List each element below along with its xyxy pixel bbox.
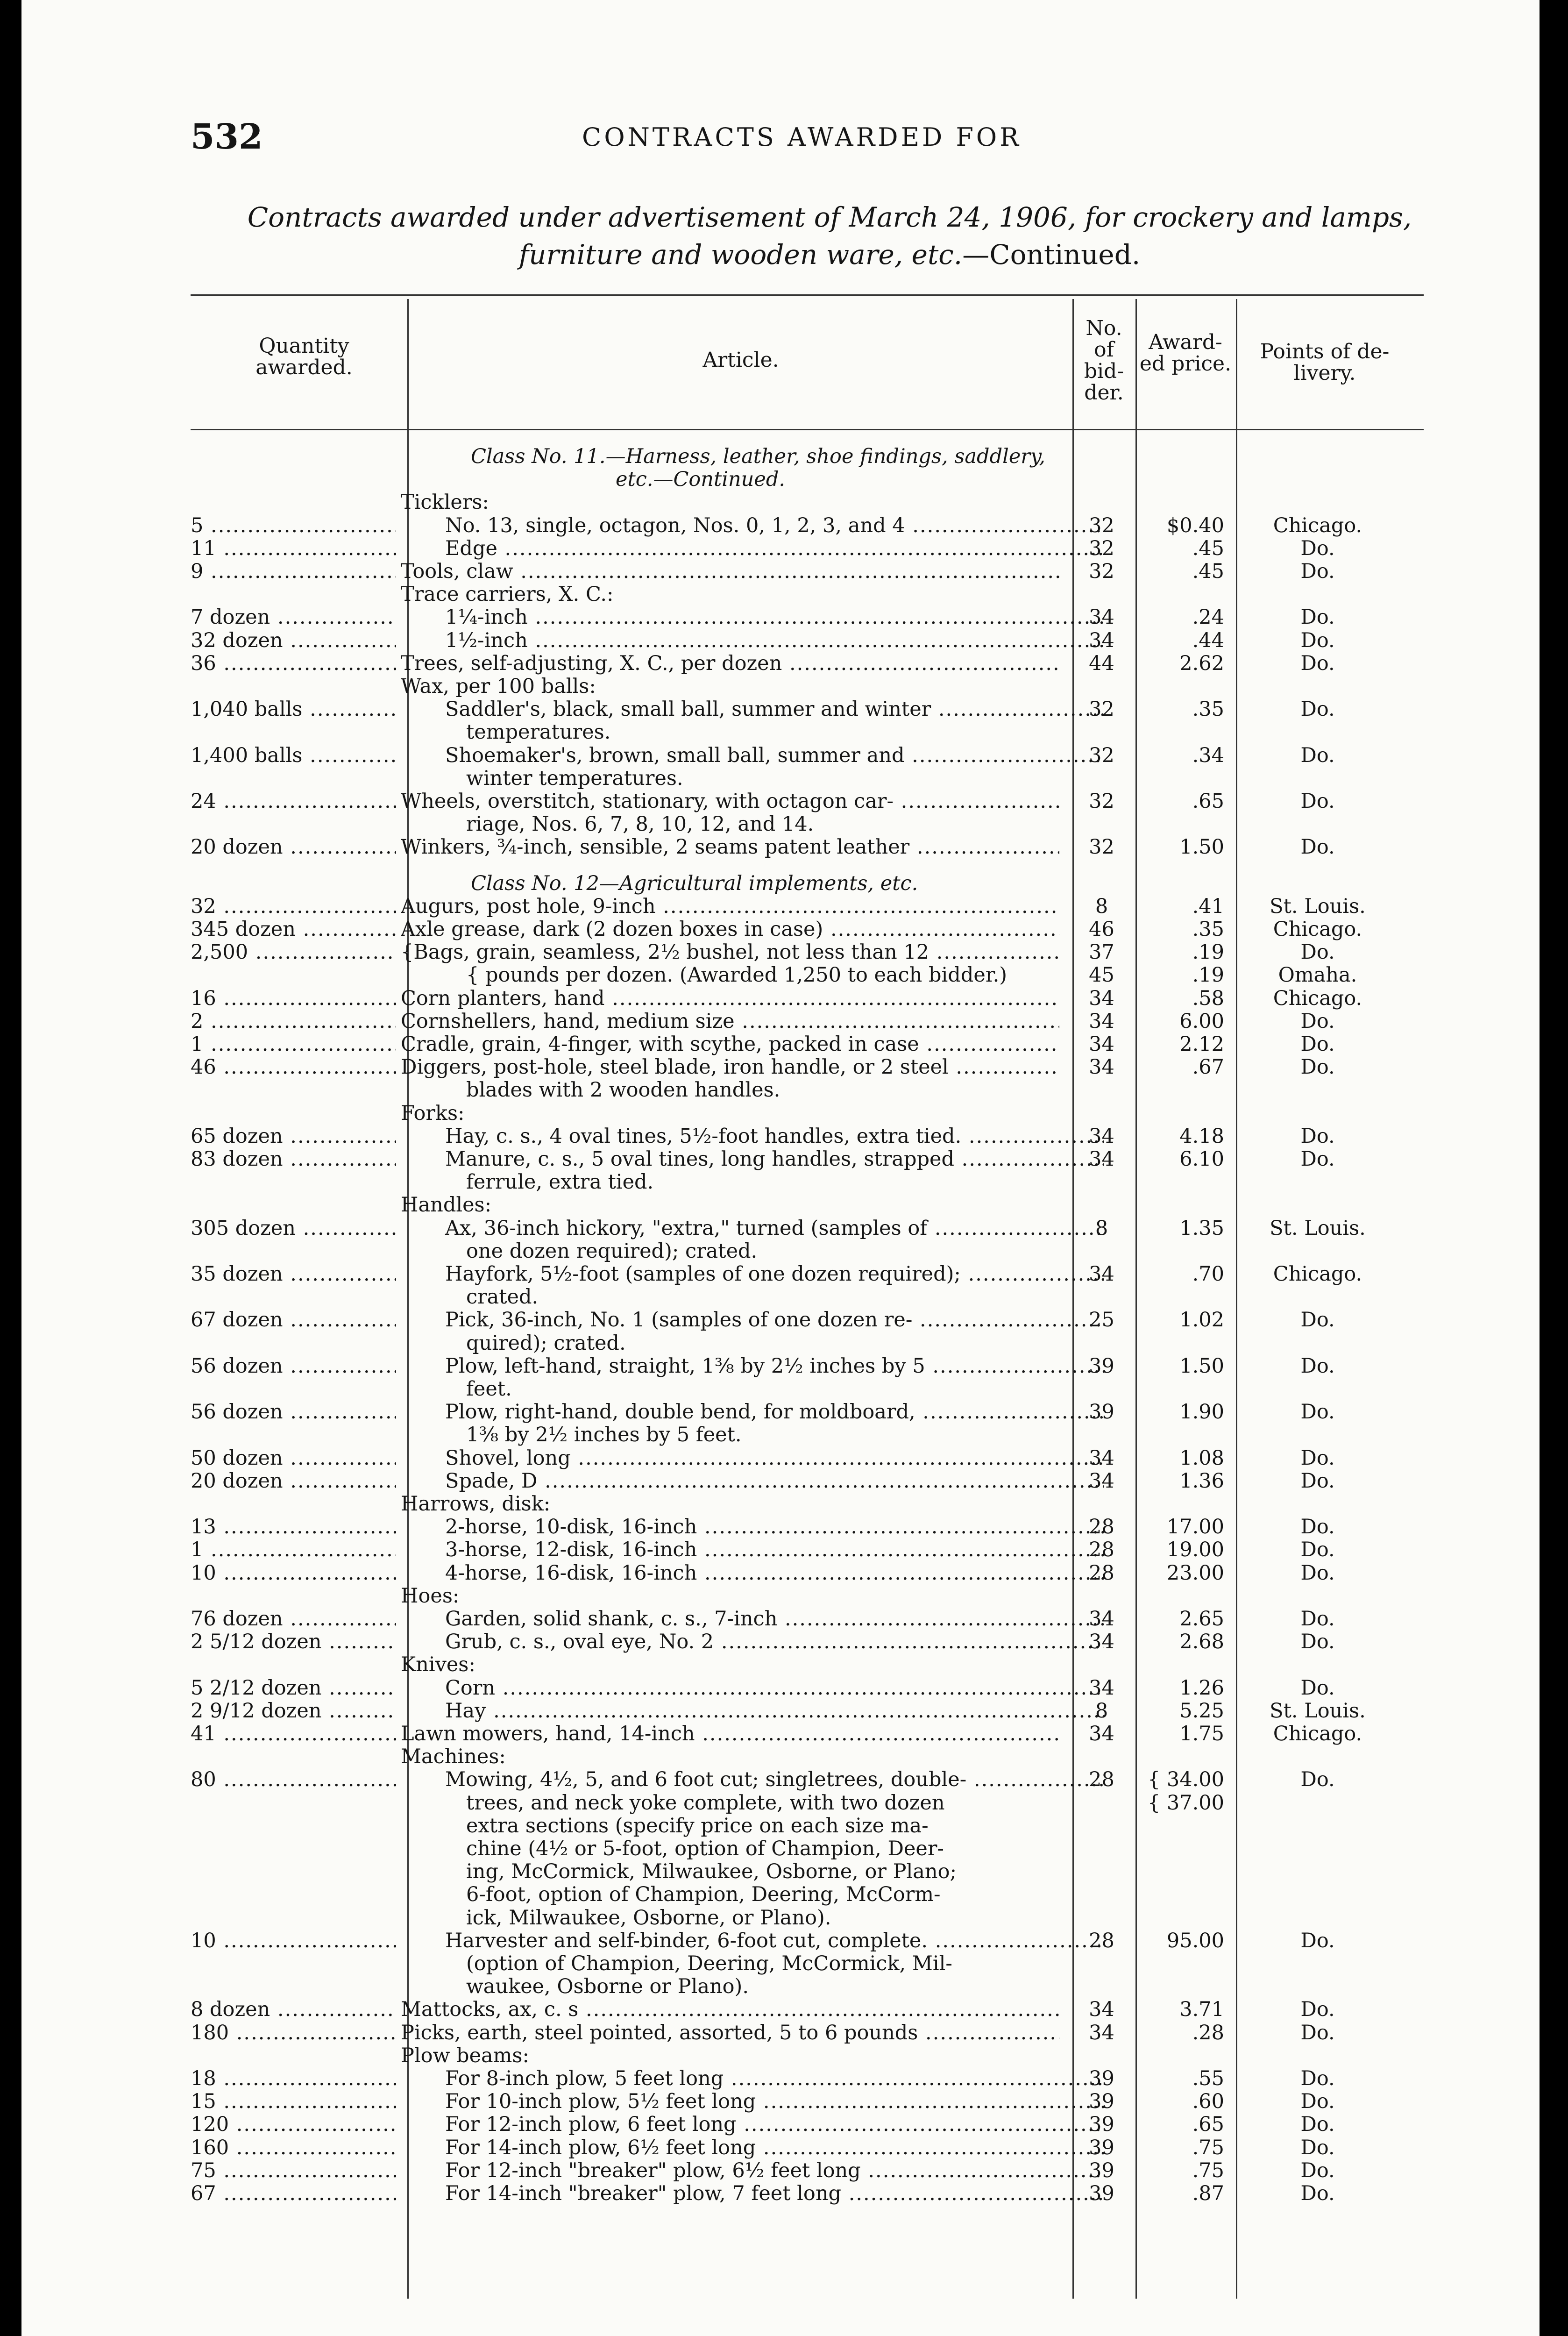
price-cell: .70 xyxy=(1192,1262,1224,1286)
caption-suffix: —Continued. xyxy=(962,239,1141,271)
quantity-cell: 18 ..... xyxy=(191,2067,396,2090)
delivery-point-cell: Do. xyxy=(1300,2090,1335,2113)
bidder-cell: 28 xyxy=(1089,1561,1114,1585)
quantity-cell: 10 ..... xyxy=(191,1929,396,1952)
price-cell: 1.90 xyxy=(1179,1400,1224,1424)
article-cell: Shovel, long ..... xyxy=(401,1446,1104,1470)
article-cell: Ax, 36-inch hickory, "extra," turned (samples of ..... xyxy=(401,1217,1104,1240)
price-cell: .24 xyxy=(1192,605,1224,629)
delivery-point-cell: Chicago. xyxy=(1273,1722,1362,1745)
article-cell: Edge ..... xyxy=(401,537,1104,560)
price-cell: 1.36 xyxy=(1179,1469,1224,1493)
price-cell: .67 xyxy=(1192,1055,1224,1079)
article-cell: crated. xyxy=(466,1285,539,1309)
bidder-cell: 34 xyxy=(1089,1676,1114,1700)
delivery-point-cell: Do. xyxy=(1300,835,1335,859)
article-cell: Mattocks, ax, c. s ..... xyxy=(401,1998,1059,2021)
bidder-cell: 32 xyxy=(1089,835,1114,859)
bidder-cell: 28 xyxy=(1089,1515,1114,1538)
quantity-cell: 1,040 balls ..... xyxy=(191,698,396,721)
delivery-point-cell: Do. xyxy=(1300,2021,1335,2044)
quantity-cell: 24 ..... xyxy=(191,790,396,813)
article-cell: For 14-inch plow, 6½ feet long ..... xyxy=(401,2136,1104,2159)
delivery-point-cell: Do. xyxy=(1300,1147,1335,1171)
article-cell: ick, Milwaukee, Osborne, or Plano). xyxy=(466,1906,831,1930)
quantity-cell: 2 9/12 dozen ..... xyxy=(191,1699,396,1723)
article-cell: Forks: xyxy=(401,1102,465,1125)
price-cell: { 34.00 xyxy=(1147,1768,1224,1791)
delivery-point-cell: Chicago. xyxy=(1273,514,1362,537)
article-cell: temperatures. xyxy=(466,720,611,744)
price-cell: 2.68 xyxy=(1179,1630,1224,1653)
page-number: 532 xyxy=(191,117,263,157)
price-cell: $0.40 xyxy=(1166,514,1224,537)
delivery-point-cell: Omaha. xyxy=(1278,963,1357,987)
price-cell: 5.25 xyxy=(1179,1699,1224,1723)
article-cell: waukee, Osborne or Plano). xyxy=(466,1975,749,1998)
header-quantity: Quantity awarded. xyxy=(255,334,353,379)
bidder-cell: 8 xyxy=(1095,1217,1108,1240)
bidder-cell: 32 xyxy=(1089,698,1114,721)
quantity-cell: 305 dozen ..... xyxy=(191,1217,396,1240)
price-cell: 95.00 xyxy=(1166,1929,1224,1952)
quantity-cell: 2 5/12 dozen ..... xyxy=(191,1630,396,1653)
quantity-cell: 15 ..... xyxy=(191,2090,396,2113)
bidder-cell: 39 xyxy=(1089,2136,1114,2159)
article-cell: 3-horse, 12-disk, 16-inch ..... xyxy=(401,1538,1104,1561)
bidder-cell: 8 xyxy=(1095,1699,1108,1723)
price-cell: .19 xyxy=(1192,940,1224,964)
price-cell: 1.08 xyxy=(1179,1446,1224,1470)
article-cell: Hoes: xyxy=(401,1584,460,1608)
delivery-point-cell: Do. xyxy=(1300,1515,1335,1538)
price-cell: 1.50 xyxy=(1179,1354,1224,1378)
price-cell: 3.71 xyxy=(1179,1998,1224,2021)
delivery-point-cell: Do. xyxy=(1300,2136,1335,2159)
price-cell: .44 xyxy=(1192,629,1224,652)
price-cell: .75 xyxy=(1192,2159,1224,2182)
price-cell: 1.26 xyxy=(1179,1676,1224,1700)
bidder-cell: 25 xyxy=(1089,1308,1114,1332)
bidder-cell: 32 xyxy=(1089,514,1114,537)
quantity-cell: 10 ..... xyxy=(191,1561,396,1585)
delivery-point-cell: Do. xyxy=(1300,560,1335,583)
article-cell: Harrows, disk: xyxy=(401,1492,551,1516)
article-cell: Corn ..... xyxy=(401,1676,1104,1700)
quantity-cell: 80 ..... xyxy=(191,1768,396,1791)
bidder-cell: 45 xyxy=(1089,963,1114,987)
quantity-cell: 56 dozen ..... xyxy=(191,1354,396,1378)
delivery-point-cell: Do. xyxy=(1300,940,1335,964)
quantity-cell: 50 dozen ..... xyxy=(191,1446,396,1470)
article-cell: Wheels, overstitch, stationary, with octagon car- ..... xyxy=(401,790,1059,813)
article-cell: Machines: xyxy=(401,1745,506,1768)
quantity-cell: 32 ..... xyxy=(191,895,396,918)
article-cell: Winkers, ¾-inch, sensible, 2 seams patent leather ..... xyxy=(401,835,1059,859)
article-cell: For 12-inch plow, 6 feet long ..... xyxy=(401,2113,1104,2136)
delivery-point-cell: Do. xyxy=(1300,1446,1335,1470)
delivery-point-cell: Do. xyxy=(1300,2182,1335,2205)
price-cell: 1.02 xyxy=(1179,1308,1224,1332)
price-cell: 1.35 xyxy=(1179,1217,1224,1240)
article-cell: chine (4½ or 5-foot, option of Champion, Deer- xyxy=(466,1837,944,1860)
article-cell: 1⅜ by 2½ inches by 5 feet. xyxy=(466,1423,742,1446)
article-cell: Trees, self-adjusting, X. C., per dozen ..... xyxy=(401,652,1059,675)
bidder-cell: 34 xyxy=(1089,1262,1114,1286)
quantity-cell: 1 ..... xyxy=(191,1538,396,1561)
article-cell: Picks, earth, steel pointed, assorted, 5 to 6 pounds ..... xyxy=(401,2021,1059,2044)
article-cell: Ticklers: xyxy=(401,491,489,514)
quantity-cell: 1,400 balls ..... xyxy=(191,744,396,767)
delivery-point-cell: Do. xyxy=(1300,1561,1335,1585)
price-cell: .75 xyxy=(1192,2136,1224,2159)
article-cell: winter temperatures. xyxy=(466,767,683,790)
bidder-cell: 8 xyxy=(1095,895,1108,918)
article-cell: 4-horse, 16-disk, 16-inch ..... xyxy=(401,1561,1104,1585)
delivery-point-cell: Do. xyxy=(1300,2159,1335,2182)
bidder-cell: 37 xyxy=(1089,940,1114,964)
bidder-cell: 34 xyxy=(1089,1722,1114,1745)
price-cell: 6.10 xyxy=(1179,1147,1224,1171)
article-cell: Handles: xyxy=(401,1193,492,1217)
quantity-cell: 5 ..... xyxy=(191,514,396,537)
delivery-point-cell: Do. xyxy=(1300,790,1335,813)
quantity-cell: 9 ..... xyxy=(191,560,396,583)
quantity-cell: 1 ..... xyxy=(191,1033,396,1056)
quantity-cell: 67 ..... xyxy=(191,2182,396,2205)
article-cell: { pounds per dozen. (Awarded 1,250 to each bidder.) xyxy=(466,963,1007,987)
article-cell: Cradle, grain, 4-finger, with scythe, packed in case ..... xyxy=(401,1033,1059,1056)
article-cell: Spade, D ..... xyxy=(401,1469,1104,1493)
delivery-point-cell: Do. xyxy=(1300,1010,1335,1033)
article-cell: Grub, c. s., oval eye, No. 2 ..... xyxy=(401,1630,1104,1653)
header-bidder: No. of bid- der. xyxy=(1084,316,1124,405)
quantity-cell: 20 dozen ..... xyxy=(191,835,396,859)
class-heading: Class No. 12—Agricultural implements, etc. xyxy=(471,872,918,895)
article-cell: Trace carriers, X. C.: xyxy=(401,583,614,606)
bidder-cell: 34 xyxy=(1089,1630,1114,1653)
bidder-cell: 34 xyxy=(1089,1607,1114,1631)
quantity-cell: 16 ..... xyxy=(191,987,396,1010)
bidder-cell: 39 xyxy=(1089,1400,1114,1424)
article-cell: No. 13, single, octagon, Nos. 0, 1, 2, 3, and 4 ..... xyxy=(401,514,1104,537)
bidder-cell: 44 xyxy=(1089,652,1114,675)
delivery-point-cell: Do. xyxy=(1300,1125,1335,1148)
bidder-cell: 34 xyxy=(1089,605,1114,629)
article-cell: etc.—Continued. xyxy=(616,468,786,491)
bidder-cell: 34 xyxy=(1089,1469,1114,1493)
article-cell: Mowing, 4½, 5, and 6 foot cut; singletrees, double- ..... xyxy=(401,1768,1104,1791)
price-cell: 1.75 xyxy=(1179,1722,1224,1745)
article-cell: Pick, 36-inch, No. 1 (samples of one dozen re- ..... xyxy=(401,1308,1104,1332)
price-cell: .45 xyxy=(1192,537,1224,560)
article-cell: Manure, c. s., 5 oval tines, long handles, strapped ..... xyxy=(401,1147,1104,1171)
bidder-cell: 34 xyxy=(1089,1125,1114,1148)
price-cell: .35 xyxy=(1192,698,1224,721)
delivery-point-cell: Do. xyxy=(1300,1400,1335,1424)
price-cell: 1.50 xyxy=(1179,835,1224,859)
delivery-point-cell: Do. xyxy=(1300,605,1335,629)
article-cell: Axle grease, dark (2 dozen boxes in case) ..... xyxy=(401,918,1059,941)
price-cell: .34 xyxy=(1192,744,1224,767)
price-cell: .65 xyxy=(1192,790,1224,813)
price-cell: 23.00 xyxy=(1166,1561,1224,1585)
price-cell: 2.62 xyxy=(1179,652,1224,675)
quantity-cell: 345 dozen ..... xyxy=(191,918,396,941)
quantity-cell: 2,500 ..... xyxy=(191,940,396,964)
article-cell: ferrule, extra tied. xyxy=(466,1170,654,1194)
article-cell: 1½-inch ..... xyxy=(401,629,1104,652)
price-cell: 6.00 xyxy=(1179,1010,1224,1033)
quantity-cell: 83 dozen ..... xyxy=(191,1147,396,1171)
class-heading: Class No. 11.—Harness, leather, shoe findings, saddlery, xyxy=(471,445,1046,468)
article-cell: Tools, claw ..... xyxy=(401,560,1059,583)
quantity-cell: 46 ..... xyxy=(191,1055,396,1079)
bidder-cell: 46 xyxy=(1089,918,1114,941)
bidder-cell: 34 xyxy=(1089,1446,1114,1470)
bidder-cell: 34 xyxy=(1089,1033,1114,1056)
article-cell: For 10-inch plow, 5½ feet long ..... xyxy=(401,2090,1104,2113)
bidder-cell: 32 xyxy=(1089,744,1114,767)
article-cell: feet. xyxy=(466,1377,512,1401)
delivery-point-cell: St. Louis. xyxy=(1270,895,1366,918)
quantity-cell: 180 ..... xyxy=(191,2021,396,2044)
delivery-point-cell: Do. xyxy=(1300,1308,1335,1332)
article-cell: Knives: xyxy=(401,1653,475,1676)
article-cell: extra sections (specify price on each size ma- xyxy=(466,1814,929,1837)
price-cell: 17.00 xyxy=(1166,1515,1224,1538)
delivery-point-cell: Do. xyxy=(1300,698,1335,721)
price-cell: .55 xyxy=(1192,2067,1224,2090)
delivery-point-cell: St. Louis. xyxy=(1270,1217,1366,1240)
bidder-cell: 39 xyxy=(1089,1354,1114,1378)
bidder-cell: 34 xyxy=(1089,629,1114,652)
price-cell: 2.12 xyxy=(1179,1033,1224,1056)
bidder-cell: 39 xyxy=(1089,2113,1114,2136)
caption-italic: Contracts awarded under advertisement of March 24, 1906, for crockery and lamps, furniture and wooden ware, etc. xyxy=(247,201,1412,271)
price-cell: .28 xyxy=(1192,2021,1224,2044)
price-cell: .45 xyxy=(1192,560,1224,583)
quantity-cell: 8 dozen ..... xyxy=(191,1998,396,2021)
delivery-point-cell: Do. xyxy=(1300,629,1335,652)
delivery-point-cell: Do. xyxy=(1300,1630,1335,1653)
price-cell: .60 xyxy=(1192,2090,1224,2113)
delivery-point-cell: Chicago. xyxy=(1273,987,1362,1010)
price-cell: .35 xyxy=(1192,918,1224,941)
article-cell: Lawn mowers, hand, 14-inch ..... xyxy=(401,1722,1059,1745)
header-points: Points of de- livery. xyxy=(1260,340,1390,385)
quantity-cell: 20 dozen ..... xyxy=(191,1469,396,1493)
quantity-cell: 120 ..... xyxy=(191,2113,396,2136)
article-cell: Saddler's, black, small ball, summer and winter ..... xyxy=(401,698,1104,721)
quantity-cell: 35 dozen ..... xyxy=(191,1262,396,1286)
quantity-cell: 32 dozen ..... xyxy=(191,629,396,652)
quantity-cell: 5 2/12 dozen ..... xyxy=(191,1676,396,1700)
table-body xyxy=(21,0,1540,2336)
article-cell: one dozen required); crated. xyxy=(466,1239,758,1263)
price-cell: .65 xyxy=(1192,2113,1224,2136)
quantity-cell: 65 dozen ..... xyxy=(191,1125,396,1148)
article-cell: {Bags, grain, seamless, 2½ bushel, not less than 12 ..... xyxy=(401,940,1059,964)
price-cell: { 37.00 xyxy=(1147,1791,1224,1815)
delivery-point-cell: Do. xyxy=(1300,1768,1335,1791)
article-cell: For 12-inch "breaker" plow, 6½ feet long ..... xyxy=(401,2159,1104,2182)
quantity-cell: 36 ..... xyxy=(191,652,396,675)
article-cell: Cornshellers, hand, medium size ..... xyxy=(401,1010,1059,1033)
quantity-cell: 56 dozen ..... xyxy=(191,1400,396,1424)
article-cell: Plow, right-hand, double bend, for moldboard, ..... xyxy=(401,1400,1104,1424)
article-cell: (option of Champion, Deering, McCormick, Mil- xyxy=(466,1952,952,1975)
quantity-cell: 7 dozen ..... xyxy=(191,605,396,629)
header-price: Award- ed price. xyxy=(1139,330,1232,376)
bidder-cell: 34 xyxy=(1089,1147,1114,1171)
article-cell: Plow, left-hand, straight, 1⅜ by 2½ inches by 5 ..... xyxy=(401,1354,1104,1378)
bidder-cell: 32 xyxy=(1089,537,1114,560)
bidder-cell: 32 xyxy=(1089,790,1114,813)
bidder-cell: 34 xyxy=(1089,987,1114,1010)
bidder-cell: 28 xyxy=(1089,1768,1114,1791)
delivery-point-cell: Do. xyxy=(1300,1998,1335,2021)
delivery-point-cell: Chicago. xyxy=(1273,1262,1362,1286)
article-cell: trees, and neck yoke complete, with two dozen xyxy=(466,1791,945,1815)
bidder-cell: 39 xyxy=(1089,2159,1114,2182)
article-cell: 2-horse, 10-disk, 16-inch ..... xyxy=(401,1515,1104,1538)
article-cell: ing, McCormick, Milwaukee, Osborne, or Plano; xyxy=(466,1860,957,1883)
article-cell: Wax, per 100 balls: xyxy=(401,675,596,698)
article-cell: Diggers, post-hole, steel blade, iron handle, or 2 steel ..... xyxy=(401,1055,1059,1079)
quantity-cell: 2 ..... xyxy=(191,1010,396,1033)
price-cell: 19.00 xyxy=(1166,1538,1224,1561)
bidder-cell: 34 xyxy=(1089,1998,1114,2021)
delivery-point-cell: St. Louis. xyxy=(1270,1699,1366,1723)
article-cell: For 14-inch "breaker" plow, 7 feet long ..... xyxy=(401,2182,1104,2205)
bidder-cell: 39 xyxy=(1089,2067,1114,2090)
price-cell: .87 xyxy=(1192,2182,1224,2205)
bidder-cell: 34 xyxy=(1089,1055,1114,1079)
article-cell: 1¼-inch ..... xyxy=(401,605,1104,629)
delivery-point-cell: Do. xyxy=(1300,1033,1335,1056)
article-cell: 6-foot, option of Champion, Deering, McCorm- xyxy=(466,1883,941,1906)
delivery-point-cell: Do. xyxy=(1300,1676,1335,1700)
article-cell: Plow beams: xyxy=(401,2044,529,2067)
article-cell: Hay ..... xyxy=(401,1699,1104,1723)
article-cell: For 8-inch plow, 5 feet long ..... xyxy=(401,2067,1104,2090)
header-article: Article. xyxy=(702,348,779,372)
quantity-cell: 13 ..... xyxy=(191,1515,396,1538)
price-cell: .41 xyxy=(1192,895,1224,918)
bidder-cell: 39 xyxy=(1089,2090,1114,2113)
bidder-cell: 39 xyxy=(1089,2182,1114,2205)
delivery-point-cell: Do. xyxy=(1300,1538,1335,1561)
delivery-point-cell: Do. xyxy=(1300,1354,1335,1378)
article-cell: Hayfork, 5½-foot (samples of one dozen required); ..... xyxy=(401,1262,1104,1286)
price-cell: 2.65 xyxy=(1179,1607,1224,1631)
delivery-point-cell: Do. xyxy=(1300,744,1335,767)
bidder-cell: 32 xyxy=(1089,560,1114,583)
delivery-point-cell: Do. xyxy=(1300,2113,1335,2136)
bidder-cell: 34 xyxy=(1089,1010,1114,1033)
price-cell: .19 xyxy=(1192,963,1224,987)
delivery-point-cell: Do. xyxy=(1300,1607,1335,1631)
page-sheet xyxy=(21,0,1540,2336)
quantity-cell: 67 dozen ..... xyxy=(191,1308,396,1332)
quantity-cell: 76 dozen ..... xyxy=(191,1607,396,1631)
bidder-cell: 28 xyxy=(1089,1538,1114,1561)
delivery-point-cell: Do. xyxy=(1300,1469,1335,1493)
article-cell: blades with 2 wooden handles. xyxy=(466,1078,780,1102)
price-cell: .58 xyxy=(1192,987,1224,1010)
article-cell: riage, Nos. 6, 7, 8, 10, 12, and 14. xyxy=(466,812,814,836)
delivery-point-cell: Do. xyxy=(1300,1055,1335,1079)
article-cell: Garden, solid shank, c. s., 7-inch ..... xyxy=(401,1607,1104,1631)
running-head: CONTRACTS AWARDED FOR xyxy=(582,122,1022,152)
delivery-point-cell: Do. xyxy=(1300,652,1335,675)
delivery-point-cell: Chicago. xyxy=(1273,918,1362,941)
quantity-cell: 160 ..... xyxy=(191,2136,396,2159)
article-cell: Harvester and self-binder, 6-foot cut, complete. ..... xyxy=(401,1929,1104,1952)
bidder-cell: 34 xyxy=(1089,2021,1114,2044)
price-cell: 4.18 xyxy=(1179,1125,1224,1148)
delivery-point-cell: Do. xyxy=(1300,1929,1335,1952)
article-cell: Shoemaker's, brown, small ball, summer and ..... xyxy=(401,744,1104,767)
delivery-point-cell: Do. xyxy=(1300,537,1335,560)
article-cell: Augurs, post hole, 9-inch ..... xyxy=(401,895,1059,918)
quantity-cell: 75 ..... xyxy=(191,2159,396,2182)
article-cell: Corn planters, hand ..... xyxy=(401,987,1059,1010)
article-cell: quired); crated. xyxy=(466,1332,626,1355)
quantity-cell: 41 ..... xyxy=(191,1722,396,1745)
quantity-cell: 11 ..... xyxy=(191,537,396,560)
delivery-point-cell: Do. xyxy=(1300,2067,1335,2090)
bidder-cell: 28 xyxy=(1089,1929,1114,1952)
article-cell: Hay, c. s., 4 oval tines, 5½-foot handles, extra tied. ..... xyxy=(401,1125,1104,1148)
